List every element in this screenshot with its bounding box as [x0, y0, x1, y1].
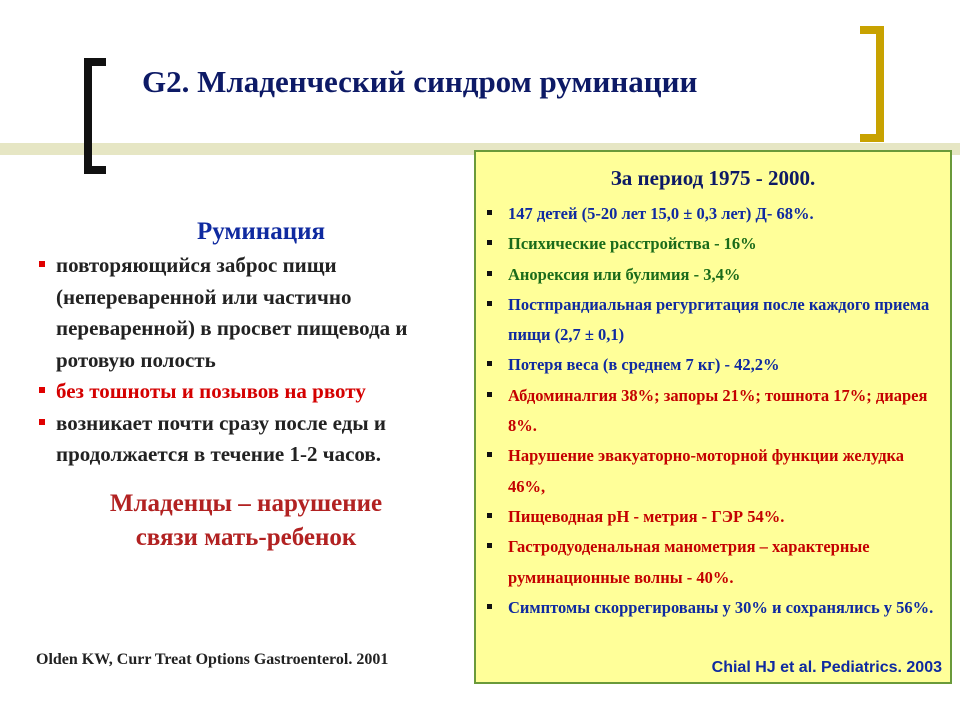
right-bracket-decoration: [860, 26, 884, 142]
definition-text: возникает почти сразу после еды и продолжается в течение 1-2 часов.: [56, 410, 387, 466]
statistic-item: [484, 290, 944, 351]
statistic-text: Гастродуоденальная манометрия – характерные руминационные волны - 40%.: [508, 537, 870, 587]
definition-item: [34, 250, 458, 376]
statistic-text: Постпрандиальная регургитация после каждого приема пищи (2,7 ± 0,1): [508, 294, 930, 345]
statistic-text: Анорексия или булимия - 3,4%: [508, 264, 741, 284]
square-bullet-icon: [39, 261, 45, 267]
definition-item: [34, 376, 458, 408]
square-bullet-icon: [487, 452, 492, 457]
square-bullet-icon: [487, 604, 492, 609]
square-bullet-icon: [487, 210, 492, 215]
statistics-box-title: За период 1975 - 2000.: [610, 166, 816, 190]
statistics-list: [484, 199, 944, 623]
slide-title: G2. Младенческий синдром руминации: [142, 64, 698, 99]
square-bullet-icon: [487, 240, 492, 245]
box-citation: Chial HJ et al. Pediatrics. 2003: [711, 659, 942, 676]
square-bullet-icon: [39, 387, 45, 393]
square-bullet-icon: [487, 301, 492, 306]
infants-conclusion-line2: связи мать-ребенок: [135, 523, 357, 551]
statistic-item: [484, 199, 944, 229]
infants-conclusion-line1: Младенцы – нарушение: [109, 489, 383, 517]
definition-item: [34, 408, 458, 471]
statistic-text: Психические расстройства - 16%: [508, 234, 757, 254]
definition-text: без тошноты и позывов на рвоту: [56, 379, 366, 403]
statistic-text: Симптомы скоррегированы у 30% и сохранялись у 56%.: [508, 597, 934, 617]
statistic-item: [484, 593, 944, 623]
statistic-item: [484, 502, 944, 532]
square-bullet-icon: [487, 392, 492, 397]
left-citation: Olden KW, Curr Treat Options Gastroenterol. 2001: [36, 651, 389, 668]
statistic-item: [484, 229, 944, 259]
rumination-subtitle: Руминация: [196, 218, 326, 245]
square-bullet-icon: [487, 513, 492, 518]
square-bullet-icon: [39, 419, 45, 425]
statistic-item: [484, 441, 944, 502]
square-bullet-icon: [487, 361, 492, 366]
definition-list: [34, 250, 458, 471]
statistic-item: [484, 381, 944, 442]
statistics-box: [474, 150, 952, 684]
statistic-text: Нарушение эвакуаторно-моторной функции желудка 46%,: [508, 446, 905, 496]
statistic-text: Пищеводная pH - метрия - ГЭР 54%.: [508, 506, 785, 526]
statistic-item: [484, 350, 944, 380]
left-bracket-decoration: [84, 58, 106, 174]
statistic-text: Потеря веса (в среднем 7 кг) - 42,2%: [508, 355, 780, 375]
statistic-item: [484, 260, 944, 290]
infants-conclusion: [34, 487, 458, 555]
square-bullet-icon: [487, 271, 492, 276]
definition-text: повторяющийся заброс пищи (непереваренной или частично переваренной) в просвет пищевода и ротовую полость: [56, 253, 408, 372]
statistic-item: [484, 532, 944, 593]
statistic-text: Абдоминалгия 38%; запоры 21%; тошнота 17%; диарея 8%.: [508, 385, 928, 436]
left-column: [34, 218, 458, 555]
square-bullet-icon: [487, 543, 492, 548]
statistic-text: 147 детей (5-20 лет 15,0 ± 0,3 лет) Д- 68%.: [508, 204, 814, 223]
